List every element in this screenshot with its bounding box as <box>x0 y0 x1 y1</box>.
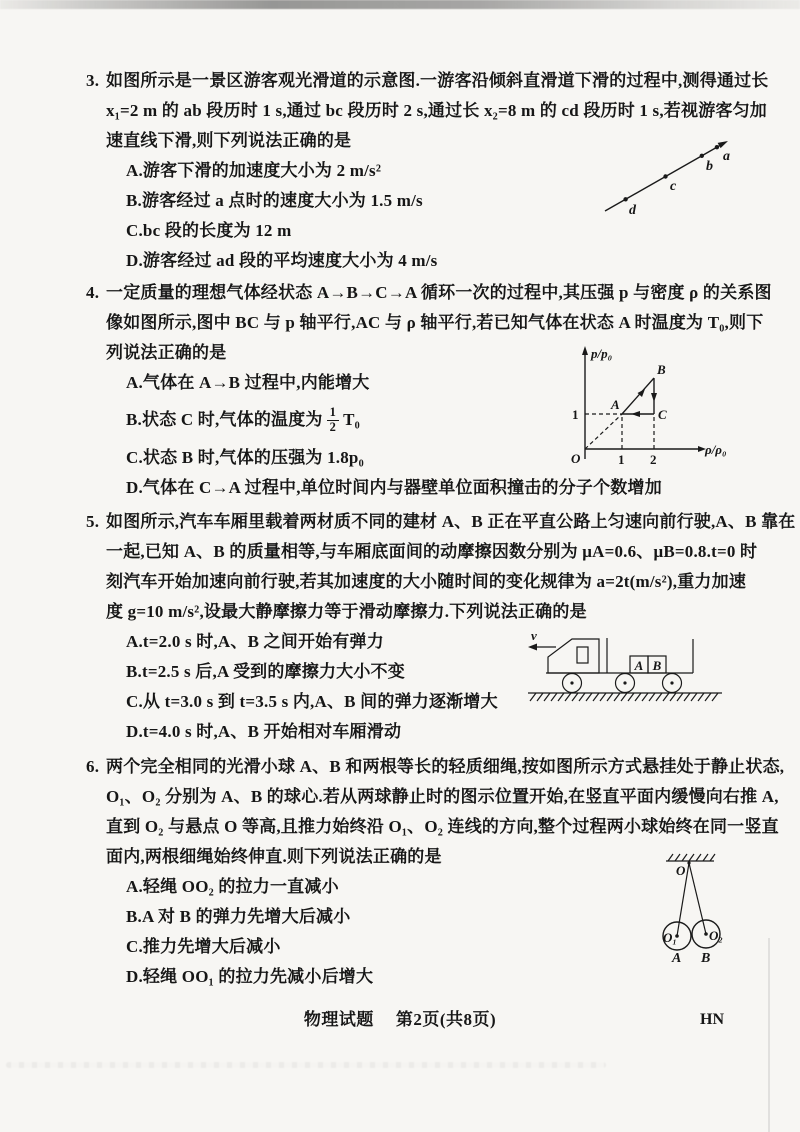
footer-code: HN <box>700 1011 724 1028</box>
option-a: A.游客下滑的加速度大小为 2 m/s² <box>126 161 382 180</box>
stem-text: 如图所示,汽车车厢里载着两材质不同的建材 A、B 正在平直公路上匀速向前行驶,A、B 靠在 <box>106 512 796 531</box>
stem-line <box>86 752 785 782</box>
stem-text: 如图所示是一景区游客观光滑道的示意图.一游客沿倾斜直滑道下滑的过程中,测得通过长 <box>106 71 769 90</box>
stem-line: 刻汽车开始加速向前行驶,若其加速度的大小随时间的变化规律为 a=2t(m/s²),重力加速 <box>106 572 747 591</box>
point-c-dot <box>663 174 667 178</box>
option-a: A.t=2.0 s 时,A、B 之间开始有弹力 <box>126 632 384 651</box>
point-c-label: C <box>658 407 667 422</box>
option-b: B.游客经过 a 点时的速度大小为 1.5 m/s <box>126 191 423 210</box>
option-c: C.从 t=3.0 s 到 t=3.5 s 内,A、B 间的弹力逐渐增大 <box>126 692 498 711</box>
stem-text: 一定质量的理想气体经状态 A→B→C→A 循环一次的过程中,其压强 p 与密度 ρ 的关系图 <box>106 283 772 302</box>
option-c: C.状态 B 时,气体的压强为 1.8p₀ <box>126 448 364 467</box>
hanging-balls-diagram <box>628 848 778 995</box>
y-axis-label: p/p₀ <box>591 346 613 361</box>
segment-ab <box>622 378 654 414</box>
center-o2-label: O₂ <box>709 928 723 943</box>
ball-a-label: A <box>672 951 682 966</box>
ceiling-hatching <box>668 854 715 861</box>
stem-line: x₁=2 m 的 ab 段历时 1 s,通过 bc 段历时 2 s,通过长 x₂=8 m 的 cd 段历时 1 s,若视游客匀加 <box>106 101 767 120</box>
pressure-density-graph <box>553 338 800 475</box>
option-b: B.t=2.5 s 后,A 受到的摩擦力大小不变 <box>126 662 405 681</box>
wheel-hub <box>570 681 573 684</box>
point-a-dot <box>715 145 719 149</box>
stem-line <box>86 278 776 308</box>
option-d: D.t=4.0 s 时,A、B 开始相对车厢滑动 <box>126 722 402 741</box>
stem-line: 像如图所示,图中 BC 与 p 轴平行,AC 与 ρ 轴平行,若已知气体在状态 A 时温度为 T₀,则下 <box>106 313 764 332</box>
velocity-arrowhead-icon <box>528 644 537 651</box>
block-a-label: A <box>634 658 644 673</box>
question-number: 5. <box>86 512 100 531</box>
scan-artifact-top <box>0 0 800 9</box>
option-d: D.游客经过 ad 段的平均速度大小为 4 m/s <box>126 251 438 270</box>
option-d: D.轻绳 OO₁ 的拉力先减小后增大 <box>126 967 374 986</box>
fraction <box>327 406 339 435</box>
stem-line: 一起,已知 A、B 的质量相等,与车厢底面间的动摩擦因数分别为 μA=0.6、μB=0.8.t=0 时 <box>106 542 758 561</box>
page-footer <box>0 1008 800 1032</box>
point-b-label: b <box>706 159 713 174</box>
origin-label: O <box>571 451 581 466</box>
stem-line: 列说法正确的是 <box>106 343 227 362</box>
ball-b-label: B <box>701 951 711 966</box>
point-a-label: a <box>723 149 730 164</box>
y-axis-arrow-icon <box>582 346 588 355</box>
option-a: A.轻绳 OO₂ 的拉力一直减小 <box>126 877 339 896</box>
center-o2-dot <box>704 932 708 936</box>
stem-line: 面内,两根细绳始终伸直.则下列说法正确的是 <box>106 847 442 866</box>
arrow-bc-icon <box>651 393 657 402</box>
x-tick-1: 1 <box>618 452 625 467</box>
wheel-hub <box>670 681 673 684</box>
arrowhead-icon <box>718 141 728 148</box>
stem-line: 直到 O₂ 与悬点 O 等高,且推力始终沿 O₁、O₂ 连线的方向,整个过程两小球始终在同一竖直 <box>106 817 779 836</box>
truck-diagram <box>522 628 800 720</box>
x-tick-2: 2 <box>650 452 657 467</box>
stem-line: 度 g=10 m/s²,设最大静摩擦力等于滑动摩擦力.下列说法正确的是 <box>106 602 587 621</box>
question-number: 3. <box>86 71 100 90</box>
option-b-pre: B.状态 C 时,气体的温度为 <box>126 410 323 429</box>
option-a: A.气体在 A→B 过程中,内能增大 <box>126 373 370 392</box>
block-b-label: B <box>652 658 662 673</box>
option-b-post: T₀ <box>343 410 360 429</box>
scan-artifact-bottom <box>6 1062 606 1068</box>
wheel-hub <box>623 681 626 684</box>
option-b: B.A 对 B 的弹力先增大后减小 <box>126 907 351 926</box>
question-number: 6. <box>86 757 100 776</box>
center-o1-label: O₁ <box>663 930 677 945</box>
x-axis-label: ρ/ρ₀ <box>705 442 727 457</box>
stem-line <box>86 66 776 96</box>
point-c-label: c <box>670 179 677 194</box>
point-b-dot <box>700 154 704 158</box>
ground-hatching <box>530 693 718 701</box>
stem-line: O₁、O₂ 分别为 A、B 的球心.若从两球静止时的图示位置开始,在竖直平面内缓慢向右推 A, <box>106 787 779 806</box>
dashed-oa-segment <box>585 414 622 449</box>
footer-title: 物理试题 <box>303 1010 374 1029</box>
fraction-denominator: 2 <box>329 419 337 434</box>
velocity-label: v <box>531 628 537 643</box>
point-a-label: A <box>611 397 620 412</box>
footer-page-number: 第2页(共8页) <box>395 1010 497 1029</box>
option-c: C.推力先增大后减小 <box>126 937 281 956</box>
arrow-ca-icon <box>631 411 640 417</box>
slide-diagram <box>593 132 800 224</box>
stem-text: 两个完全相同的光滑小球 A、B 和两根等长的轻质细绳,按如图所示方式悬挂处于静止状态, <box>106 757 785 776</box>
fraction-numerator: 1 <box>327 406 339 421</box>
option-d: D.气体在 C→A 过程中,单位时间内与器壁单位面积撞击的分子个数增加 <box>126 478 662 497</box>
option-c: C.bc 段的长度为 12 m <box>126 221 292 240</box>
question-number: 4. <box>86 283 100 302</box>
stem-line: 速直线下滑,则下列说法正确的是 <box>106 131 352 150</box>
truck-cab <box>548 639 599 673</box>
pivot-label: O <box>676 863 686 878</box>
point-b-label: B <box>657 362 666 377</box>
point-d-dot <box>623 197 627 201</box>
stem-line <box>86 507 796 537</box>
cab-window <box>577 647 588 663</box>
point-d-label: d <box>629 203 636 218</box>
y-tick-1: 1 <box>572 407 579 422</box>
